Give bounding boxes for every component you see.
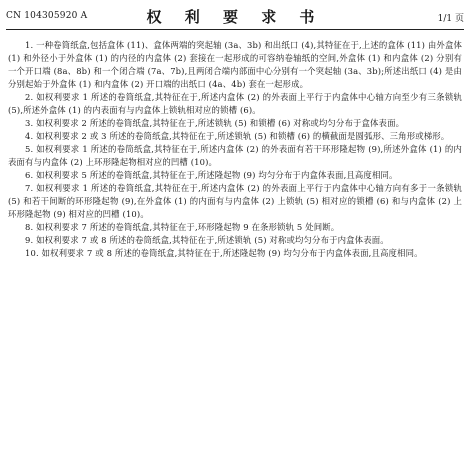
claim-1: 1. 一种卷筒纸盒,包括盒体 (11)、盒体两端的突起轴 (3a、3b) 和出纸口 (4),其特征在于,上述的盒体 (11) 由外盒体 (1) 和外径小于外盒体 (1) 的内径的内盒体 (2) 套接在一起形成的可容纳卷轴纸的空间,外盒体 (1) 和内盒体 (2) 分别有一个开口端 (8a、8b) 和一个闭合端 (7a、7b),且两闭合端内部面中心分别有一个突起轴 (3a、3b);所述出纸口 (4) 是由分别起始于外盒体 (1) 和内盒体 (2) 开口端的出纸口 (4a、4b) 套在一起形成。 xyxy=(8,40,462,89)
document-title: 权 利 要 求 书 xyxy=(146,8,324,26)
page-header xyxy=(6,6,464,28)
publication-number: CN 104305920 A xyxy=(6,11,88,21)
claim-9: 9. 如权利要求 7 或 8 所述的卷筒纸盒,其特征在于,所述锁轨 (5) 对称或均匀分布于内盒体表面。 xyxy=(25,235,389,245)
claim-5: 5. 如权利要求 1 所述的卷筒纸盒,其特征在于,所述内盒体 (2) 的外表面有若干环形隆起物 (9),所述外盒体 (1) 的内表面有与内盒体 (2) 上环形隆起物相对应的凹槽 (10)。 xyxy=(8,144,462,167)
claim-7: 7. 如权利要求 1 所述的卷筒纸盒,其特征在于,所述内盒体 (2) 的外表面上平行于内盒体中心轴方向有多于一条锁轨 (5) 和若干间断的环形隆起物 (9),在外盒体 (1) 的内面有与内盒体 (2) 上锁轨 (5) 相对应的锁槽 (6) 和与内盒体 (2) 上环形隆起物 (9) 相对应的凹槽 (10)。 xyxy=(8,183,462,219)
claim-2: 2. 如权利要求 1 所述的卷筒纸盒,其特征在于,所述内盒体 (2) 的外表面上平行于内盒体中心轴方向至少有三条锁轨 (5),所述外盒体 (1) 的内表面有与内盒体上锁轨相对应的锁槽 (6)。 xyxy=(8,92,462,115)
claim-8: 8. 如权利要求 7 所述的卷筒纸盒,其特征在于,环形隆起物 9 在条形锁轨 5 处间断。 xyxy=(25,222,340,232)
claims-list xyxy=(8,39,462,260)
claim-4: 4. 如权利要求 2 或 3 所述的卷筒纸盒,其特征在于,所述锁轨 (5) 和锁槽 (6) 的横截面是圆弧形、三角形或梯形。 xyxy=(25,131,450,141)
claim-6: 6. 如权利要求 5 所述的卷筒纸盒,其特征在于,所述隆起物 (9) 均匀分布于内盒体表面,且高度相同。 xyxy=(25,170,398,180)
claim-3: 3. 如权利要求 2 所述的卷筒纸盒,其特征在于,所述锁轨 (5) 和锁槽 (6) 对称或均匀分布于盒体表面。 xyxy=(25,118,405,128)
header-divider xyxy=(6,29,464,30)
claim-10: 10. 如权利要求 7 或 8 所述的卷筒纸盒,其特征在于,所述隆起物 (9) 均匀分布于内盒体表面,且高度相同。 xyxy=(25,248,423,258)
page-number: 1/1 页 xyxy=(437,14,464,24)
